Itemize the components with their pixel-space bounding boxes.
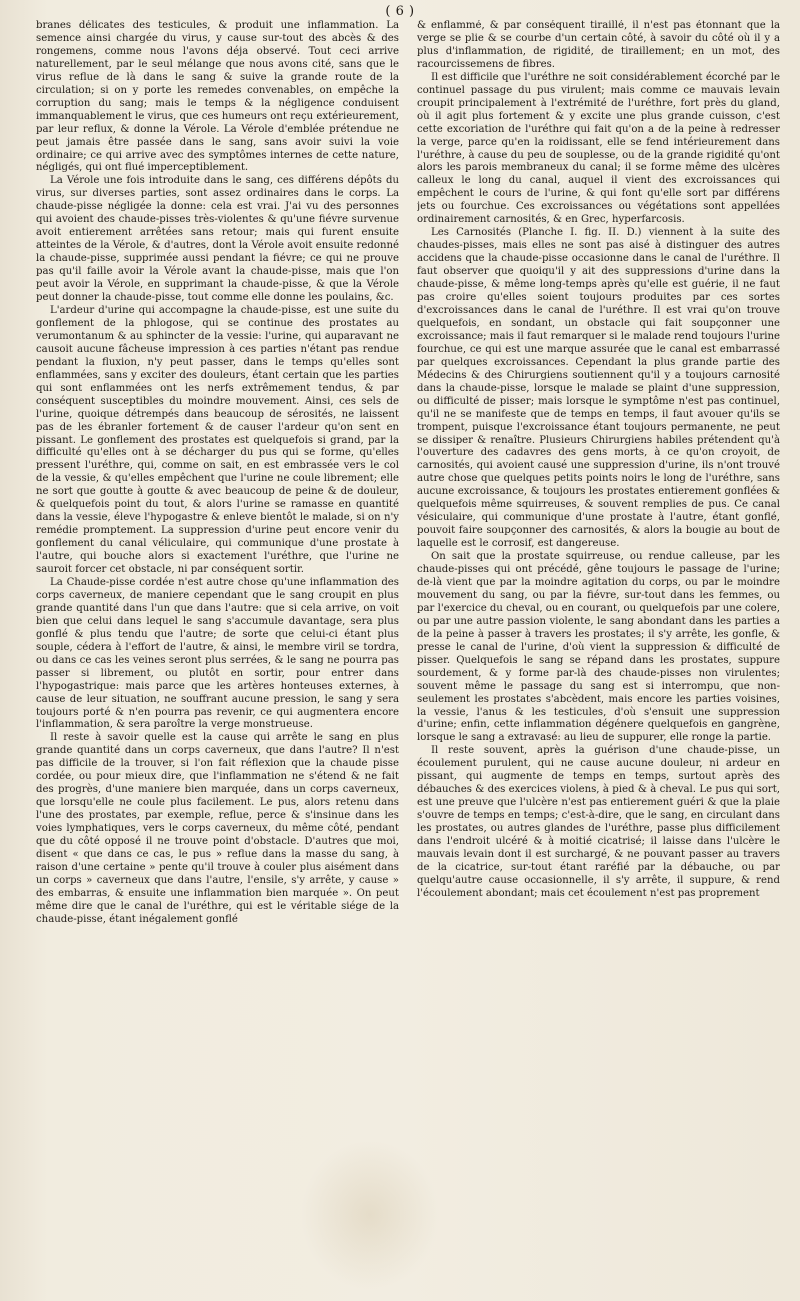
paragraph: Il est difficile que l'uréthre ne soit considérablement écorché par le continuel passage du pus virulent; mais comme ce mauvais levain croupit principalement à l'extrémité de l'uréthre, fort près du gland, où il agit plus fortement & y excite une plus grande cuisson, c'est cette excoriation de l'uréthre qui fait qu'on a de la peine à redresser la verge, parce qu'en la roidissant, elle se fend intérieurement dans l'uréthre, à cause du peu de souplesse, ou de la grande rigidité qu'ont alors les parois membraneux du canal; il se forme même des ulcères calleux le long du canal, auquel il vient des excroissances qui empêchent le cours de l'urine, & qui font qu'elle sort par différens jets ou fourchue. Ces excroissances ou végétations sont appellées ordinairement carnosités, & en Grec, hyperfarcosis. xyxy=(417,71,780,226)
paragraph: & enflammé, & par conséquent tiraillé, il n'est pas étonnant que la verge se plie & se courbe d'un certain côté, à savoir du côté où il y a plus d'inflammation, de rigidité, de tiraillement; en un mot, des racourcissemens de fibres. xyxy=(417,20,780,70)
paragraph: Les Carnosités (Planche I. fig. II. D.) viennent à la suite des chaudes-pisses, mais elles ne sont pas aisé à distinguer des autres accidens que la chaude-pisse occasionne dans le canal de l'uréthre. Il faut observer que quoiqu'il y ait des suppressions d'urine dans la chaude-pisse, & même long-temps après qu'elle est guérie, il ne faut pas croire qu'elles soient toujours produites par ces sortes d'excroissances dans le canal de l'uréthre. Il est vrai qu'on trouve quelquefois, en sondant, un obstacle qui fait soupçonner une excroissance; mais il faut remarquer si le malade rend toujours l'urine fourchue, ce qui est une marque assurée que le canal est embarrassé par quelques excroissances. Cependant la plus grande partie des Médecins & des Chirurgiens soutiennent qu'il y a toujours carnosité dans la chaude-pisse, lorsque le malade se plaint d'une suppression, ou difficulté de pisser; mais lorsque le symptôme n'est pas continuel, qu'il ne se manifeste que de temps en temps, il faut avouer qu'ils se trompent, puisque l'excroissance étant toujours permanente, ne peut se dissiper & renaître. Plusieurs Chirurgiens habiles prétendent qu'à l'ouverture des cadavres des gens morts, à ce qu'on croyoit, de carnosités, qui avoient causé une suppression d'urine, ils n'ont trouvé autre chose que quelques petits points noirs le long de l'uréthre, sans aucune excroissance, & toujours les prostates entierement gonflées & quelquefois même squirreuses, & souvent remplies de pus. Ce canal vésiculaire, qui communique d'une prostate à l'autre, étant gonflé, pouvoit faire soupçonner des carnosités, & alors la bougie au bout de laquelle est le corrosif, est dangereuse. xyxy=(417,227,780,550)
paragraph: branes délicates des testicules, & produit une inflammation. La semence ainsi chargée du virus, y cause sur-tout des abcès & des rongemens, comme nous l'avons déja observé. Tout ceci arrive naturellement, par le seul mélange que nous avons cité, sans que le virus reflue de là dans le sang & suive la grande route de la circulation; si on y porte les remedes convenables, on empêche la corruption du sang; mais le temps & la négligence conduisent immanquablement le virus, que ces humeurs ont reçu extérieurement, par leur reflux, & donne la Vérole. La Vérole d'emblée prétendue ne peut jamais être passée dans le sang, sans avoir suivi la voie ordinaire; ce qui arrive avec des symptômes internes de cette nature, négligés, qui ont flué imperceptiblement. xyxy=(36,20,399,174)
paragraph: L'ardeur d'urine qui accompagne la chaude-pisse, est une suite du gonflement de la phlogose, qui se continue des prostates au verumontanum & au sphincter de la vessie: l'urine, qui auparavant ne causoit aucune fâcheuse impression à ces parties n'étant pas rendue pendant la fluxion, n'y peut passer, dans le temps qu'elles sont enflammées, sans y exciter des douleurs, étant certain que les parties qui sont enflammées ont les nerfs extrêmement tendus, & par conséquent susceptibles du moindre mouvement. Ainsi, ces sels de l'urine, quoique détrempés dans beaucoup de sérosités, ne laissent pas de les ébranler fortement & de causer l'ardeur qu'on sent en pissant. Le gonflement des prostates est quelquefois si grand, par la difficulté qu'elles ont à se décharger du pus qui se forme, qu'elles pressent l'uréthre, qui, comme on sait, en est embrassée vers le col de la vessie, & qu'elles empêchent que l'urine ne coule librement; elle ne sort que goutte à goutte & avec beaucoup de peine & de douleur, & quelquefois point du tout, & alors l'urine se ramasse en quantité dans la vessie, éleve l'hypogastre & enleve bientôt le malade, si on n'y remédie promptement. La suppression d'urine peut encore venir du gonflement du canal véliculaire, qui communique d'une prostate à l'autre, qui bouche alors si exactement l'uréthre, que l'urine ne sauroit forcer cet obstacle, ni par conséquent sortir. xyxy=(36,304,399,576)
left-column xyxy=(36,20,399,1290)
page-number: ( 6 ) xyxy=(385,4,415,19)
paragraph: Il reste souvent, après la guérison d'une chaude-pisse, un écoulement purulent, qui ne cause aucune douleur, ni ardeur en pissant, qui augmente de temps en temps, surtout après des débauches & des exercices violens, à pied & à cheval. Le pus qui sort, est une preuve que l'ulcère n'est pas entierement guéri & que la plaie s'ouvre de temps en temps; c'est-à-dire, que le sang, en circulant dans les prostates, ou autres glandes de l'uréthre, passe plus difficilement dans l'endroit ulcéré & à moitié cicatrisé; il laisse dans l'ulcère le mauvais levain dont il est surchargé, & ne pouvant passer au travers de la cicatrice, sur-tout étant raréfié par la débauche, ou par quelqu'autre cause occasionnelle, il s'y arrête, il suppure, & rend l'écoulement abondant; mais cet écoulement n'est pas proprement xyxy=(417,745,780,899)
text-columns xyxy=(36,20,780,1290)
paragraph: On sait que la prostate squirreuse, ou rendue calleuse, par les chaude-pisses qui ont précédé, gêne toujours le passage de l'urine; de-là vient que par la moindre agitation du corps, ou par le moindre mouvement du sang, ou par la fiévre, sur-tout dans les femmes, ou par l'exercice du cheval, ou en courant, ou quelquefois par une colere, ou par une autre passion violente, le sang abondant dans les parties a de la peine à passer à travers les prostates; il s'y arrête, les gonfle, & presse le canal de l'urine, d'où vient la suppression & difficulté de pisser. Quelquefois le sang se répand dans les prostates, suppure sourdement, & y forme par-là des chaude-pisses non virulentes; souvent même le passage du sang est si interrompu, que non-seulement les prostates s'abcèdent, mais encore les parties voisines, la vessie, l'anus & les testicules, d'où s'ensuit une suppression d'urine; enfin, cette inflammation dégénere quelquefois en gangrène, lorsque le sang a extravasé: au lieu de suppurer, elle ronge la partie. xyxy=(417,551,780,744)
paragraph: La Chaude-pisse cordée n'est autre chose qu'une inflammation des corps caverneux, de maniere cependant que le sang croupit en plus grande quantité dans l'un que dans l'autre: que si cela arrive, on voit bien que celui dans lequel le sang s'accumule davantage, sera plus gonflé & plus tendu que l'autre; de sorte que celui-ci étant plus souple, cédera à l'effort de l'autre, & ainsi, le membre viril se tordra, ou dans ce cas les veines seront plus serrées, & le sang ne pourra pas passer si librement, ou plutôt en sortir, pour entrer dans l'hypogastrique: mais parce que les artères honteuses externes, à cause de leur situation, ne souffrant aucune pression, le sang y sera toujours porté & n'en pourra pas revenir, ce qui augmentera encore l'inflammation, & sera paroître la verge monstrueuse. xyxy=(36,576,399,731)
paragraph: Il reste à savoir quelle est la cause qui arrête le sang en plus grande quantité dans un corps caverneux, que dans l'autre? Il n'est pas difficile de la trouver, si l'on fait réflexion que la chaude pisse cordée, ou pour mieux dire, que l'inflammation ne s'étend & ne fait des progrès, d'une maniere bien marquée, dans un corps caverneux, que lorsqu'elle ne coule plus facilement. Le pus, alors retenu dans l'une des prostates, par exemple, reflue, perce & s'insinue dans les voies lymphatiques, vers le corps caverneux, du même côté, pendant que du côté opposé il ne trouve point d'obstacle. D'autres que moi, disent « que dans ce cas, le pus » reflue dans la masse du sang, à raison d'une certaine » pente qu'il trouve à couler plus aisément dans un corps » caverneux que dans l'autre, l'ensile, s'y arrête, y cause » des embarras, & ensuite une inflammation bien marquée ». On peut même dire que le canal de l'uréthre, qui est le véritable siége de la chaude-pisse, étant inégalement gonflé xyxy=(36,732,399,925)
right-column xyxy=(417,20,780,1290)
paragraph: La Vérole une fois introduite dans le sang, ces différens dépôts du virus, sur diverses parties, sont assez ordinaires dans le corps. La chaude-pisse négligée la donne: cela est vrai. J'ai vu des personnes qui avoient des chaude-pisses très-violentes & qu'une fiévre survenue avoit entierement arrêtées sans retour; mais qui furent ensuite atteintes de la Vérole, & d'autres, dont la Vérole avoit ensuite redonné la chaude-pisse, supprimée aussi pendant la fiévre; ce qui ne prouve pas qu'il faille avoir la Vérole avant la chaude-pisse, mais que l'on peut avoir la Vérole, en supprimant la chaude-pisse, & que la Vérole peut donner la chaude-pisse, tout comme elle donne les poulains, &c. xyxy=(36,175,399,304)
